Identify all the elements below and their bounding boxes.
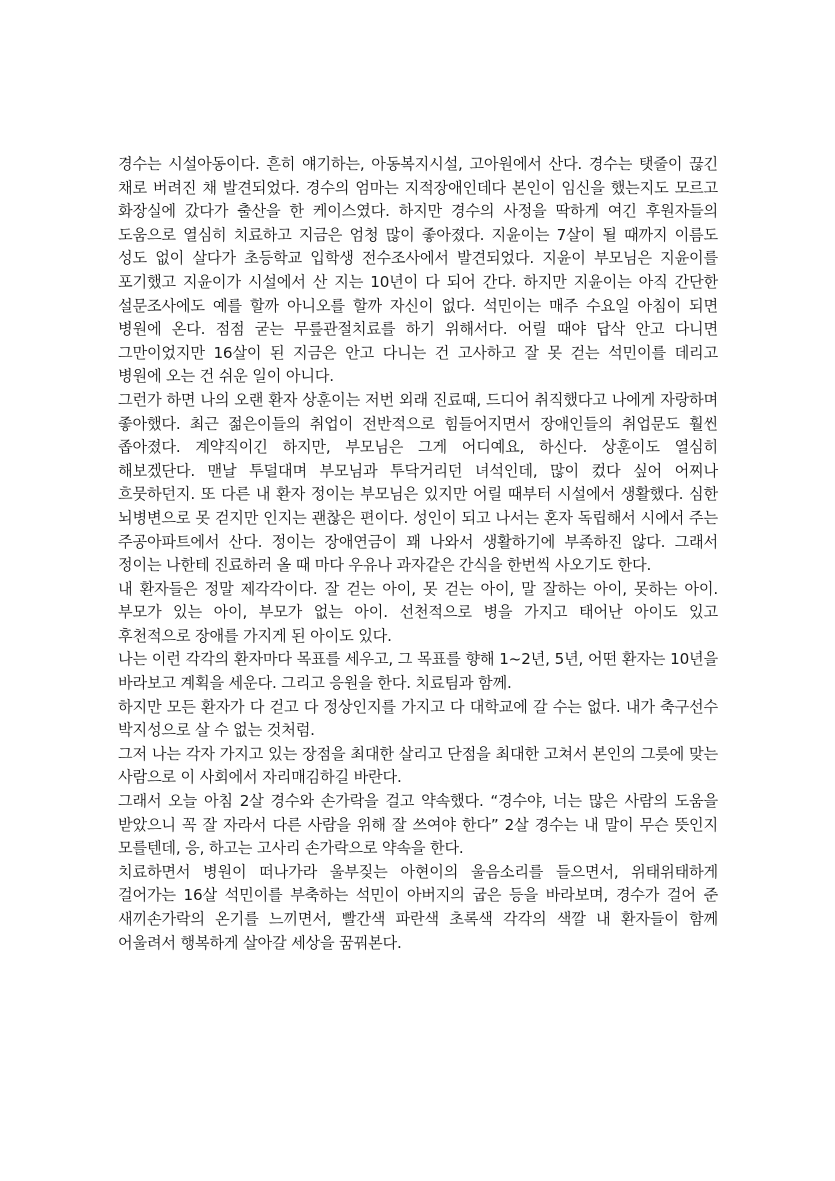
- paragraph-7: 그래서 오늘 아침 2살 경수와 손가락을 걸고 약속했다. “경수야, 너는 많은 사람의 도움을 받았으니 꼭 잘 자라서 다른 사람을 위해 잘 쓰여야 한다” 2살 경수는 내 말이 무슨 뜻인지 모를텐데, 응, 하고는 고사리 손가락으로 약속을 한다.: [118, 792, 718, 858]
- essay-body: [118, 153, 718, 955]
- paragraph-4: 나는 이런 각각의 환자마다 목표를 세우고, 그 목표를 향해 1~2년, 5년, 어떤 환자는 10년을 바라보고 계획을 세운다. 그리고 응원을 한다. 치료팀과 함께.: [118, 650, 718, 693]
- paragraph-1: 경수는 시설아동이다. 흔히 얘기하는, 아동복지시설, 고아원에서 산다. 경수는 탯줄이 끊긴 채로 버려진 채 발견되었다. 경수의 엄마는 지적장애인데다 본인이 임신을 했는지도 모르고 화장실에 갔다가 출산을 한 케이스였다. 하지만 경수의 사정을 딱하게 여긴 후원자들의 도움으로 열심히 치료하고 지금은 엄청 많이 좋아졌다. 지윤이는 7살이 될 때까지 이름도 성도 없이 살다가 초등학교 입학생 전수조사에서 발견되었다. 지윤이 부모님은 지윤이를 포기했고 지윤이가 시설에서 산 지는 10년이 다 되어 간다. 하지만 지윤이는 아직 간단한 설문조사에도 예를 할까 아니오를 할까 자신이 없다. 석민이는 매주 수요일 아침이 되면 병원에 온다. 점점 굳는 무릎관절치료를 하기 위해서다. 어릴 때야 답삭 안고 다니면 그만이었지만 16살이 된 지금은 안고 다니는 건 고사하고 잘 못 걷는 석민이를 데리고 병원에 오는 건 쉬운 일이 아니다.: [118, 155, 718, 386]
- paragraph-5: 하지만 모든 환자가 다 걷고 다 정상인지를 가지고 다 대학교에 갈 수는 없다. 내가 축구선수 박지성으로 살 수 없는 것처럼.: [118, 697, 718, 740]
- paragraph-6: 그저 나는 각자 가지고 있는 장점을 최대한 살리고 단점을 최대한 고쳐서 본인의 그릇에 맞는 사람으로 이 사회에서 자리매김하길 바란다.: [118, 744, 718, 787]
- paragraph-2: 그런가 하면 나의 오랜 환자 상훈이는 저번 외래 진료때, 드디어 취직했다고 나에게 자랑하며 좋아했다. 최근 젊은이들의 취업이 전반적으로 힘들어지면서 장애인들의 취업문도 훨씬 좁아졌다. 계약직이긴 하지만, 부모님은 그게 어디예요, 하신다. 상훈이도 열심히 해보겠단다. 맨날 투덜대며 부모님과 투닥거리던 녀석인데, 많이 컸다 싶어 어찌나 흐뭇하던지. 또 다른 내 환자 정이는 부모님은 있지만 어릴 때부터 시설에서 생활했다. 심한 뇌병변으로 못 걷지만 인지는 괜찮은 편이다. 성인이 되고 나서는 혼자 독립해서 시에서 주는 주공아파트에서 산다. 정이는 장애연금이 꽤 나와서 생활하기에 부족하진 않다. 그래서 정이는 나한테 진료하러 올 때 마다 우유나 과자같은 간식을 한번씩 사오기도 한다.: [118, 390, 718, 575]
- paragraph-3: 내 환자들은 정말 제각각이다. 잘 걷는 아이, 못 걷는 아이, 말 잘하는 아이, 못하는 아이. 부모가 있는 아이, 부모가 없는 아이. 선천적으로 병을 가지고 태어난 아이도 있고 후천적으로 장애를 가지게 된 아이도 있다.: [118, 579, 718, 645]
- paragraph-8: 치료하면서 병원이 떠나가라 울부짖는 아현이의 울음소리를 들으면서, 위태위태하게 걸어가는 16살 석민이를 부축하는 석민이 아버지의 굽은 등을 바라보며, 경수가 걸어 준 새끼손가락의 온기를 느끼면서, 빨간색 파란색 초록색 각각의 색깔 내 환자들이 함께 어울려서 행복하게 살아갈 세상을 꿈꿔본다.: [118, 862, 718, 952]
